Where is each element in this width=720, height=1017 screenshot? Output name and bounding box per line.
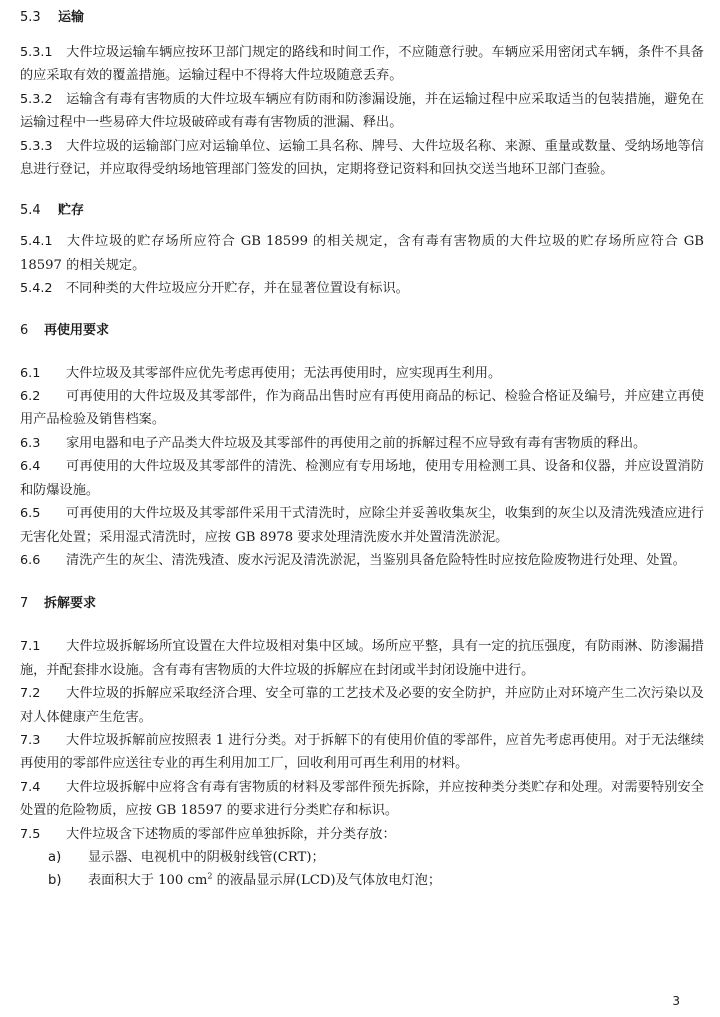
document-page	[20, 0, 704, 893]
clause-7-1: 7.1 大件垃圾拆解场所宜设置在大件垃圾相对集中区域。场所应平整，具有一定的抗压强度，有防雨淋、防渗漏措施，并配套排水设施。含有毒有害物质的大件垃圾的拆解应在封闭或半封闭设施中进行。	[20, 639, 704, 678]
page-number: 3	[672, 994, 680, 1008]
clause-6-2: 6.2 可再使用的大件垃圾及其零部件，作为商品出售时应有再使用商品的标记、检验合格证及编号，并应建立再使用产品检验及销售档案。	[20, 389, 704, 428]
clause-5-4-1: 5.4.1 大件垃圾的贮存场所应符合 GB 18599 的相关规定，含有毒有害物质的大件垃圾的贮存场所应符合 GB 18597 的相关规定。	[20, 234, 704, 273]
section-heading-5-3: 5.3 运输	[20, 10, 85, 25]
clause-5-4-2: 5.4.2 不同种类的大件垃圾应分开贮存，并在显著位置设有标识。	[20, 281, 409, 297]
section-heading-6: 6 再使用要求	[20, 322, 110, 338]
clause-6-1: 6.1 大件垃圾及其零部件应优先考虑再使用；无法再使用时，应实现再生利用。	[20, 365, 502, 381]
clause-5-3-1: 5.3.1 大件垃圾运输车辆应按环卫部门规定的路线和时间工作，不应随意行驶。车辆应采用密闭式车辆，条件不具备的应采取有效的覆盖措施。运输过程中不得将大件垃圾随意丢弃。	[20, 45, 704, 84]
section-heading-7: 7 拆解要求	[20, 596, 97, 612]
clause-6-4: 6.4 可再使用的大件垃圾及其零部件的清洗、检测应有专用场地，使用专用检测工具、设备和仪器，并应设置消防和防爆设施。	[20, 459, 704, 498]
clause-7-3: 7.3 大件垃圾拆解前应按照表 1 进行分类。对于拆解下的有使用价值的零部件，应首先考虑再使用。对于无法继续再使用的零部件应送往专业的再生利用加工厂，回收利用可再生利用的材料。	[20, 732, 704, 772]
section-heading-5-4: 5.4 贮存	[20, 203, 85, 219]
clause-7-4: 7.4 大件垃圾拆解中应将含有毒有害物质的材料及零部件预先拆除，并应按种类分类贮存和处理。对需要特别安全处置的危险物质，应按 GB 18597 的要求进行分类贮存和标识。	[20, 779, 704, 819]
clause-7-2: 7.2 大件垃圾的拆解应采取经济合理、安全可靠的工艺技术及必要的安全防护，并应防止对环境产生二次污染以及对人体健康产生危害。	[20, 686, 704, 725]
clause-6-3: 6.3 家用电器和电子产品类大件垃圾及其零部件的再使用之前的拆解过程不应导致有毒有害物质的释出。	[20, 435, 647, 451]
list-item-a: a) 显示器、电视机中的阴极射线管(CRT)；	[48, 849, 325, 865]
clause-7-5: 7.5 大件垃圾含下述物质的零部件应单独拆除，并分类存放：	[20, 826, 396, 842]
list-item-b: b) 表面积大于 100 $cm^2$ 的液晶显示屏(LCD)及气体放电灯泡；	[48, 871, 442, 889]
clause-6-5: 6.5 可再使用的大件垃圾及其零部件采用干式清洗时，应除尘并妥善收集灰尘，收集到的灰尘以及清洗残渣应进行无害化处置；采用湿式清洗时，应按 GB 8978 要求处理清洗废水并处置清洗淤泥。	[20, 506, 704, 545]
clause-5-3-2: 5.3.2 运输含有毒有害物质的大件垃圾车辆应有防雨和防渗漏设施，并在运输过程中应采取适当的包装措施，避免在运输过程中一些易碎大件垃圾破碎或有毒有害物质的泄漏、释出。	[20, 91, 704, 131]
clause-5-3-3: 5.3.3 大件垃圾的运输部门应对运输单位、运输工具名称、牌号、大件垃圾名称、来源、重量或数量、受纳场地等信息进行登记，并应取得受纳场地管理部门签发的回执，定期将登记资料和回执交送当地环卫部门查验。	[20, 138, 704, 178]
clause-6-6: 6.6 清洗产生的灰尘、清洗残渣、废水污泥及清洗淤泥，当鉴别具备危险特性时应按危险废物进行处理、处置。	[20, 552, 686, 568]
